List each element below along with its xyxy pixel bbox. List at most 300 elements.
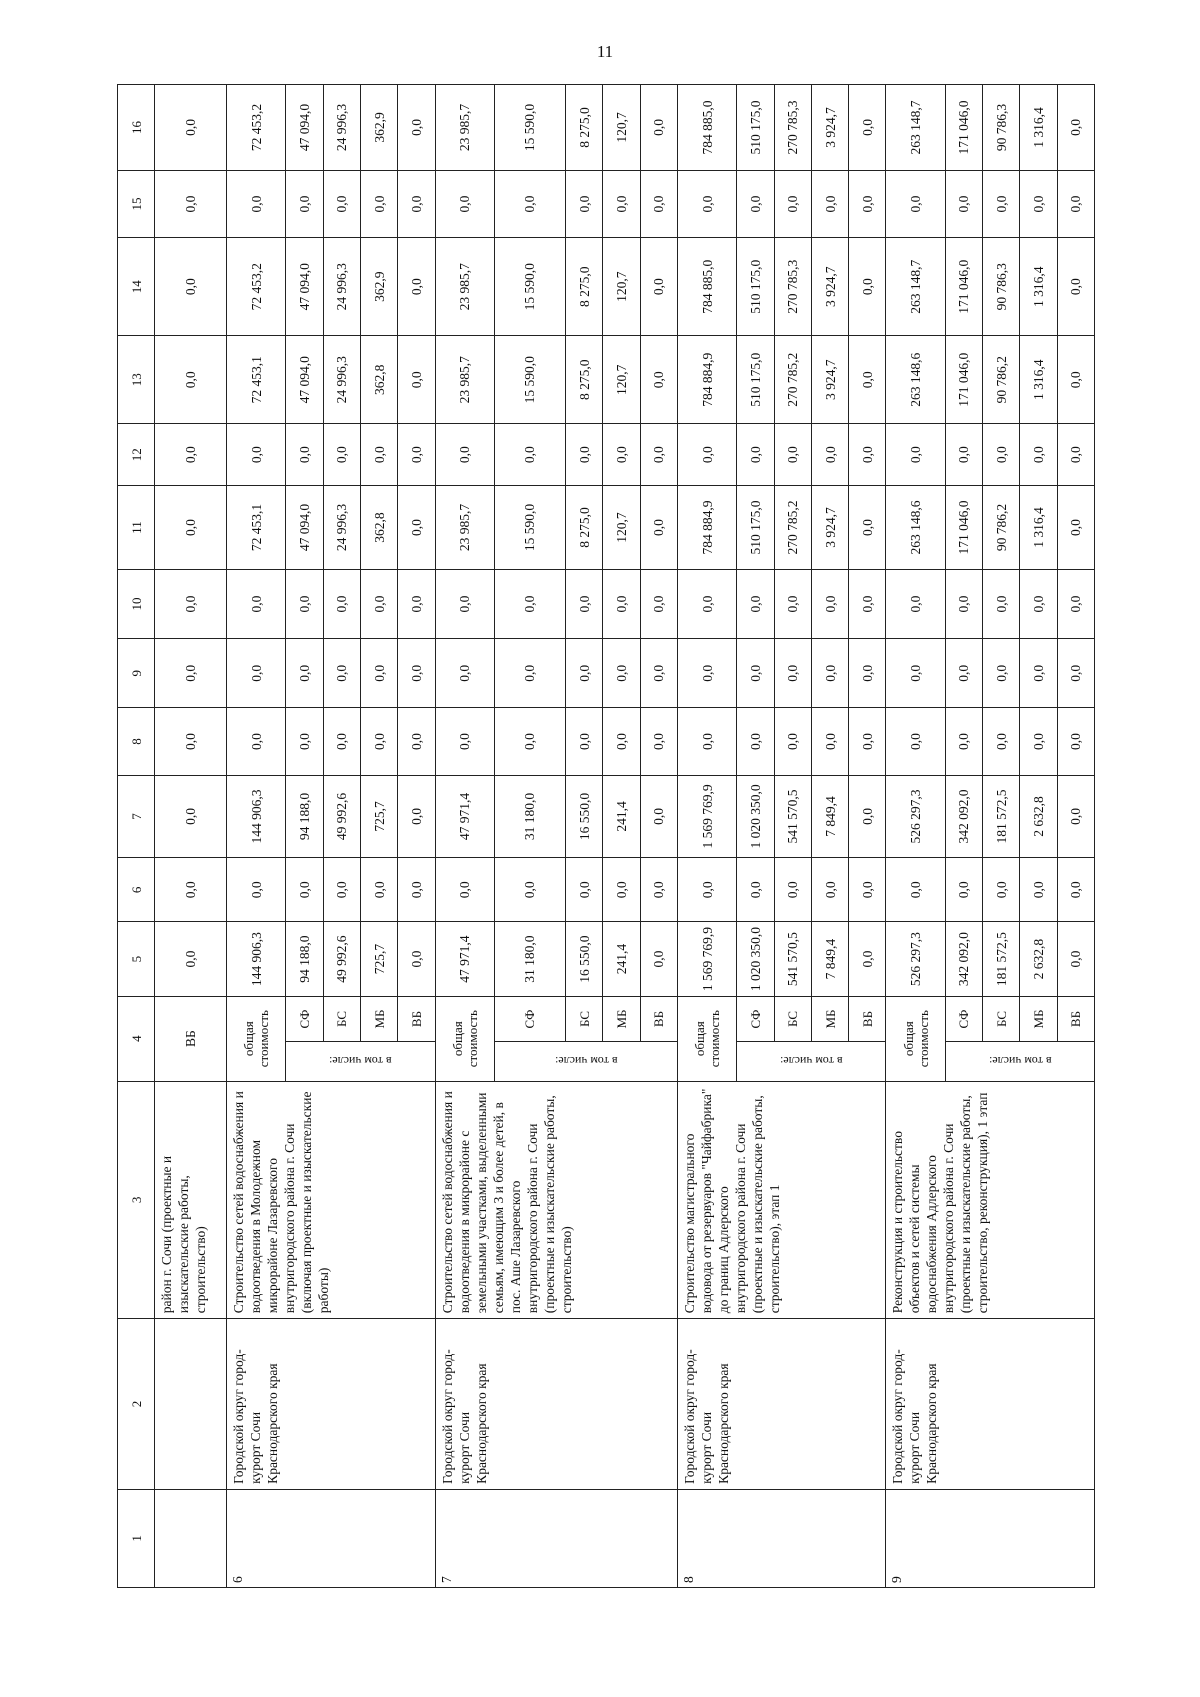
column-header: 3	[118, 1081, 155, 1319]
value-cell: 0,0	[1020, 170, 1057, 237]
value-cell: 0,0	[227, 170, 286, 237]
value-cell: 171 046,0	[945, 238, 982, 336]
value-cell: 0,0	[155, 424, 227, 486]
value-cell: 47 094,0	[286, 238, 323, 336]
including-label-cell	[494, 1042, 677, 1081]
value-cell: 0,0	[227, 639, 286, 708]
value-cell: 0,0	[398, 775, 435, 858]
column-header: 15	[118, 170, 155, 237]
value-cell: 0,0	[1057, 858, 1094, 922]
value-cell: 0,0	[640, 424, 677, 486]
value-cell: 171 046,0	[945, 486, 982, 570]
value-cell: 0,0	[1057, 85, 1094, 171]
value-cell: 47 094,0	[286, 336, 323, 424]
value-cell: 0,0	[360, 170, 397, 237]
value-cell: 23 985,7	[435, 85, 494, 171]
value-cell: 0,0	[323, 569, 360, 638]
fund-cell: БС	[566, 996, 603, 1041]
value-cell: 0,0	[774, 639, 811, 708]
fund-cell: ВБ	[640, 996, 677, 1041]
fund-cell: ВБ	[849, 996, 886, 1041]
value-cell: 8 275,0	[566, 85, 603, 171]
column-header: 10	[118, 569, 155, 638]
municipality-cell: Городской округ город-курорт Сочи Краснодарского края	[677, 1319, 886, 1490]
value-cell: 90 786,2	[983, 486, 1020, 570]
value-cell: 0,0	[360, 424, 397, 486]
value-cell: 0,0	[886, 858, 945, 922]
fund-cell: ВБ	[1057, 996, 1094, 1041]
value-cell: 0,0	[849, 708, 886, 775]
value-cell: 0,0	[566, 424, 603, 486]
value-cell: 0,0	[494, 708, 565, 775]
value-cell: 241,4	[603, 922, 640, 996]
value-cell: 0,0	[494, 639, 565, 708]
value-cell: 8 275,0	[566, 238, 603, 336]
value-cell: 0,0	[603, 170, 640, 237]
value-cell: 0,0	[1057, 775, 1094, 858]
value-cell: 0,0	[286, 708, 323, 775]
value-cell: 90 786,2	[983, 336, 1020, 424]
value-cell: 0,0	[398, 486, 435, 570]
value-cell: 0,0	[1057, 922, 1094, 996]
value-cell: 784 885,0	[677, 238, 736, 336]
fund-cell: общая стоимость	[677, 996, 736, 1081]
value-cell: 0,0	[737, 170, 774, 237]
value-cell: 1 316,4	[1020, 336, 1057, 424]
value-cell: 263 148,6	[886, 486, 945, 570]
value-cell: 0,0	[603, 424, 640, 486]
value-cell: 0,0	[566, 708, 603, 775]
column-header: 14	[118, 238, 155, 336]
value-cell: 1 020 350,0	[737, 775, 774, 858]
value-cell: 784 885,0	[677, 85, 736, 171]
value-cell: 0,0	[811, 639, 848, 708]
description-cell: Строительство магистрального водовода от резервуаров "Чайфабрика" до границ Адлерского внутригородского района г. Сочи (проектные и изыскательские работы, строительство), этап 1	[677, 1081, 886, 1319]
value-cell: 526 297,3	[886, 775, 945, 858]
value-cell: 0,0	[155, 858, 227, 922]
value-cell: 144 906,3	[227, 922, 286, 996]
value-cell: 0,0	[227, 569, 286, 638]
page-number: 11	[596, 42, 614, 61]
value-cell: 72 453,1	[227, 336, 286, 424]
value-cell: 0,0	[737, 424, 774, 486]
value-cell: 0,0	[737, 639, 774, 708]
value-cell: 0,0	[886, 170, 945, 237]
value-cell: 0,0	[945, 639, 982, 708]
value-cell: 90 786,3	[983, 85, 1020, 171]
column-header: 1	[118, 1489, 155, 1587]
value-cell: 0,0	[677, 708, 736, 775]
value-cell: 0,0	[155, 336, 227, 424]
value-cell: 0,0	[983, 424, 1020, 486]
value-cell: 31 180,0	[494, 775, 565, 858]
fund-cell: СФ	[945, 996, 982, 1041]
value-cell: 0,0	[155, 922, 227, 996]
column-header: 8	[118, 708, 155, 775]
value-cell: 24 996,3	[323, 85, 360, 171]
value-cell: 0,0	[945, 170, 982, 237]
value-cell: 0,0	[323, 424, 360, 486]
value-cell: 0,0	[774, 708, 811, 775]
table-row	[227, 85, 286, 1588]
value-cell: 0,0	[774, 424, 811, 486]
value-cell: 0,0	[227, 708, 286, 775]
including-label: в том числе:	[780, 1054, 843, 1069]
municipality-cell: Городской округ город-курорт Сочи Краснодарского края	[227, 1319, 436, 1490]
value-cell: 362,8	[360, 486, 397, 570]
value-cell: 8 275,0	[566, 486, 603, 570]
value-cell: 0,0	[323, 639, 360, 708]
value-cell: 0,0	[286, 424, 323, 486]
fund-cell: БС	[774, 996, 811, 1041]
description-cell: Строительство сетей водоснабжения и водоотведения в микрорайоне с земельными участками, выделенными семьям, имеющим 3 и более детей, в пос. Аше Лазаревского внутригородского района г. Сочи (проектные и изыскательские работы, строительство)	[435, 1081, 677, 1319]
value-cell: 0,0	[886, 569, 945, 638]
value-cell: 0,0	[886, 424, 945, 486]
value-cell: 0,0	[1057, 486, 1094, 570]
value-cell: 342 092,0	[945, 775, 982, 858]
value-cell: 0,0	[398, 170, 435, 237]
value-cell: 0,0	[774, 569, 811, 638]
value-cell: 0,0	[360, 639, 397, 708]
fund-cell: МБ	[1020, 996, 1057, 1041]
value-cell: 0,0	[155, 639, 227, 708]
value-cell: 0,0	[494, 424, 565, 486]
value-cell: 0,0	[849, 639, 886, 708]
value-cell: 0,0	[983, 569, 1020, 638]
value-cell: 725,7	[360, 775, 397, 858]
value-cell: 0,0	[155, 238, 227, 336]
fund-cell: МБ	[603, 996, 640, 1041]
row-number-cell: 8	[677, 1489, 886, 1587]
value-cell: 0,0	[398, 858, 435, 922]
value-cell: 23 985,7	[435, 238, 494, 336]
value-cell: 1 569 769,9	[677, 922, 736, 996]
table-row	[677, 85, 736, 1588]
value-cell: 72 453,1	[227, 486, 286, 570]
value-cell: 0,0	[737, 858, 774, 922]
value-cell: 171 046,0	[945, 85, 982, 171]
value-cell: 0,0	[398, 708, 435, 775]
value-cell: 0,0	[566, 569, 603, 638]
table-row	[886, 85, 945, 1588]
value-cell: 0,0	[849, 486, 886, 570]
value-cell: 0,0	[983, 708, 1020, 775]
municipality-cell	[155, 1319, 227, 1490]
including-label-cell	[737, 1042, 886, 1081]
value-cell: 0,0	[640, 170, 677, 237]
table-row	[155, 85, 227, 1588]
value-cell: 0,0	[983, 170, 1020, 237]
value-cell: 0,0	[640, 922, 677, 996]
fund-cell: МБ	[811, 996, 848, 1041]
value-cell: 784 884,9	[677, 486, 736, 570]
municipality-cell: Городской округ город-курорт Сочи Краснодарского края	[435, 1319, 677, 1490]
value-cell: 0,0	[435, 170, 494, 237]
column-header: 16	[118, 85, 155, 171]
fund-cell: общая стоимость	[435, 996, 494, 1081]
row-number-cell: 6	[227, 1489, 436, 1587]
value-cell: 0,0	[640, 775, 677, 858]
value-cell: 0,0	[398, 336, 435, 424]
table-row	[435, 85, 494, 1588]
value-cell: 24 996,3	[323, 336, 360, 424]
value-cell: 23 985,7	[435, 336, 494, 424]
value-cell: 49 992,6	[323, 922, 360, 996]
value-cell: 0,0	[566, 639, 603, 708]
column-header: 6	[118, 858, 155, 922]
value-cell: 94 188,0	[286, 922, 323, 996]
value-cell: 8 275,0	[566, 336, 603, 424]
value-cell: 270 785,3	[774, 85, 811, 171]
value-cell: 0,0	[640, 569, 677, 638]
value-cell: 0,0	[398, 424, 435, 486]
value-cell: 0,0	[360, 708, 397, 775]
value-cell: 0,0	[227, 858, 286, 922]
value-cell: 0,0	[155, 775, 227, 858]
value-cell: 120,7	[603, 85, 640, 171]
value-cell: 1 316,4	[1020, 85, 1057, 171]
value-cell: 0,0	[360, 569, 397, 638]
value-cell: 23 985,7	[435, 486, 494, 570]
row-number-cell	[155, 1489, 227, 1587]
value-cell: 0,0	[849, 336, 886, 424]
value-cell: 0,0	[640, 336, 677, 424]
value-cell: 24 996,3	[323, 238, 360, 336]
value-cell: 263 148,6	[886, 336, 945, 424]
value-cell: 0,0	[323, 858, 360, 922]
fund-cell: СФ	[737, 996, 774, 1041]
value-cell: 0,0	[983, 639, 1020, 708]
value-cell: 0,0	[398, 639, 435, 708]
including-label: в том числе:	[329, 1054, 392, 1069]
value-cell: 15 590,0	[494, 238, 565, 336]
value-cell: 241,4	[603, 775, 640, 858]
value-cell: 0,0	[774, 170, 811, 237]
value-cell: 0,0	[945, 424, 982, 486]
value-cell: 0,0	[811, 569, 848, 638]
value-cell: 0,0	[1057, 238, 1094, 336]
value-cell: 181 572,5	[983, 922, 1020, 996]
value-cell: 0,0	[1057, 424, 1094, 486]
value-cell: 784 884,9	[677, 336, 736, 424]
value-cell: 120,7	[603, 238, 640, 336]
value-cell: 0,0	[774, 858, 811, 922]
description-cell: район г. Сочи (проектные и изыскательские работы, строительство)	[155, 1081, 227, 1319]
value-cell: 2 632,8	[1020, 922, 1057, 996]
column-header: 12	[118, 424, 155, 486]
value-cell: 270 785,3	[774, 238, 811, 336]
value-cell: 0,0	[640, 85, 677, 171]
value-cell: 0,0	[435, 424, 494, 486]
value-cell: 0,0	[286, 639, 323, 708]
including-label-cell	[286, 1042, 435, 1081]
value-cell: 0,0	[323, 170, 360, 237]
header-row	[118, 85, 155, 1588]
fund-cell: СФ	[494, 996, 565, 1041]
value-cell: 171 046,0	[945, 336, 982, 424]
value-cell: 0,0	[603, 639, 640, 708]
value-cell: 16 550,0	[566, 922, 603, 996]
value-cell: 0,0	[566, 858, 603, 922]
value-cell: 1 316,4	[1020, 486, 1057, 570]
value-cell: 0,0	[398, 238, 435, 336]
value-cell: 0,0	[811, 424, 848, 486]
value-cell: 31 180,0	[494, 922, 565, 996]
fund-cell: общая стоимость	[227, 996, 286, 1081]
value-cell: 0,0	[1057, 170, 1094, 237]
value-cell: 0,0	[286, 170, 323, 237]
value-cell: 47 094,0	[286, 486, 323, 570]
value-cell: 3 924,7	[811, 486, 848, 570]
value-cell: 0,0	[1020, 569, 1057, 638]
fund-cell: БС	[323, 996, 360, 1041]
column-header: 5	[118, 922, 155, 996]
value-cell: 0,0	[155, 170, 227, 237]
column-header: 11	[118, 486, 155, 570]
value-cell: 72 453,2	[227, 85, 286, 171]
row-number-cell: 7	[435, 1489, 677, 1587]
value-cell: 0,0	[1020, 858, 1057, 922]
value-cell: 0,0	[286, 858, 323, 922]
value-cell: 362,9	[360, 85, 397, 171]
description-cell: Реконструкция и строительство объектов и сетей системы водоснабжения Адлерского внутригородского района г. Сочи (проектные и изыскательские работы, строительство, реконструкция), 1 этап	[886, 1081, 1095, 1319]
fund-cell: МБ	[360, 996, 397, 1041]
value-cell: 0,0	[494, 170, 565, 237]
value-cell: 0,0	[1020, 424, 1057, 486]
budget-table	[117, 84, 1095, 1588]
value-cell: 0,0	[155, 486, 227, 570]
value-cell: 0,0	[1020, 708, 1057, 775]
value-cell: 0,0	[849, 775, 886, 858]
value-cell: 362,8	[360, 336, 397, 424]
value-cell: 1 020 350,0	[737, 922, 774, 996]
value-cell: 270 785,2	[774, 486, 811, 570]
value-cell: 0,0	[677, 858, 736, 922]
value-cell: 0,0	[849, 170, 886, 237]
value-cell: 0,0	[849, 424, 886, 486]
value-cell: 47 971,4	[435, 775, 494, 858]
value-cell: 0,0	[286, 569, 323, 638]
value-cell: 3 924,7	[811, 85, 848, 171]
value-cell: 362,9	[360, 238, 397, 336]
column-header: 13	[118, 336, 155, 424]
value-cell: 72 453,2	[227, 238, 286, 336]
value-cell: 0,0	[155, 708, 227, 775]
value-cell: 0,0	[323, 708, 360, 775]
value-cell: 0,0	[227, 424, 286, 486]
value-cell: 510 175,0	[737, 85, 774, 171]
value-cell: 0,0	[849, 569, 886, 638]
value-cell: 0,0	[360, 858, 397, 922]
value-cell: 0,0	[435, 569, 494, 638]
value-cell: 120,7	[603, 336, 640, 424]
value-cell: 0,0	[494, 858, 565, 922]
value-cell: 0,0	[640, 486, 677, 570]
municipality-cell: Городской округ город-курорт Сочи Краснодарского края	[886, 1319, 1095, 1490]
value-cell: 263 148,7	[886, 238, 945, 336]
value-cell: 0,0	[398, 569, 435, 638]
value-cell: 0,0	[811, 858, 848, 922]
value-cell: 3 924,7	[811, 238, 848, 336]
value-cell: 0,0	[640, 708, 677, 775]
value-cell: 0,0	[811, 708, 848, 775]
value-cell: 0,0	[603, 858, 640, 922]
value-cell: 0,0	[677, 424, 736, 486]
column-header: 2	[118, 1319, 155, 1490]
value-cell: 0,0	[737, 708, 774, 775]
value-cell: 15 590,0	[494, 486, 565, 570]
value-cell: 47 971,4	[435, 922, 494, 996]
fund-cell: СФ	[286, 996, 323, 1041]
value-cell: 0,0	[1057, 336, 1094, 424]
value-cell: 0,0	[1020, 639, 1057, 708]
value-cell: 15 590,0	[494, 336, 565, 424]
value-cell: 0,0	[435, 858, 494, 922]
row-number-cell: 9	[886, 1489, 1095, 1587]
value-cell: 15 590,0	[494, 85, 565, 171]
value-cell: 541 570,5	[774, 922, 811, 996]
value-cell: 49 992,6	[323, 775, 360, 858]
fund-cell: БС	[983, 996, 1020, 1041]
value-cell: 0,0	[737, 569, 774, 638]
value-cell: 0,0	[1057, 708, 1094, 775]
description-cell: Строительство сетей водоснабжения и водоотведения в Молодежном микрорайоне Лазаревского внутригородского района г. Сочи (включая проектные и изыскательские работы)	[227, 1081, 436, 1319]
value-cell: 0,0	[849, 238, 886, 336]
table-body	[118, 85, 1095, 1588]
value-cell: 342 092,0	[945, 922, 982, 996]
fund-cell: ВБ	[155, 996, 227, 1081]
value-cell: 526 297,3	[886, 922, 945, 996]
including-label-cell	[945, 1042, 1094, 1081]
column-header: 7	[118, 775, 155, 858]
value-cell: 1 316,4	[1020, 238, 1057, 336]
value-cell: 90 786,3	[983, 238, 1020, 336]
fund-cell: общая стоимость	[886, 996, 945, 1081]
value-cell: 0,0	[849, 85, 886, 171]
including-label: в том числе:	[554, 1054, 618, 1069]
value-cell: 0,0	[886, 639, 945, 708]
value-cell: 47 094,0	[286, 85, 323, 171]
value-cell: 0,0	[640, 858, 677, 922]
value-cell: 0,0	[886, 708, 945, 775]
value-cell: 0,0	[1057, 569, 1094, 638]
value-cell: 0,0	[640, 639, 677, 708]
value-cell: 270 785,2	[774, 336, 811, 424]
including-label: в том числе:	[988, 1054, 1052, 1069]
value-cell: 7 849,4	[811, 775, 848, 858]
value-cell: 7 849,4	[811, 922, 848, 996]
value-cell: 510 175,0	[737, 486, 774, 570]
value-cell: 0,0	[435, 639, 494, 708]
value-cell: 0,0	[603, 708, 640, 775]
value-cell: 144 906,3	[227, 775, 286, 858]
value-cell: 0,0	[677, 639, 736, 708]
value-cell: 0,0	[945, 858, 982, 922]
value-cell: 0,0	[494, 569, 565, 638]
fund-cell: ВБ	[398, 996, 435, 1041]
value-cell: 94 188,0	[286, 775, 323, 858]
value-cell: 181 572,5	[983, 775, 1020, 858]
value-cell: 0,0	[603, 569, 640, 638]
value-cell: 120,7	[603, 486, 640, 570]
value-cell: 16 550,0	[566, 775, 603, 858]
value-cell: 0,0	[849, 858, 886, 922]
value-cell: 24 996,3	[323, 486, 360, 570]
value-cell: 1 569 769,9	[677, 775, 736, 858]
value-cell: 0,0	[1057, 639, 1094, 708]
value-cell: 0,0	[155, 569, 227, 638]
value-cell: 0,0	[983, 858, 1020, 922]
